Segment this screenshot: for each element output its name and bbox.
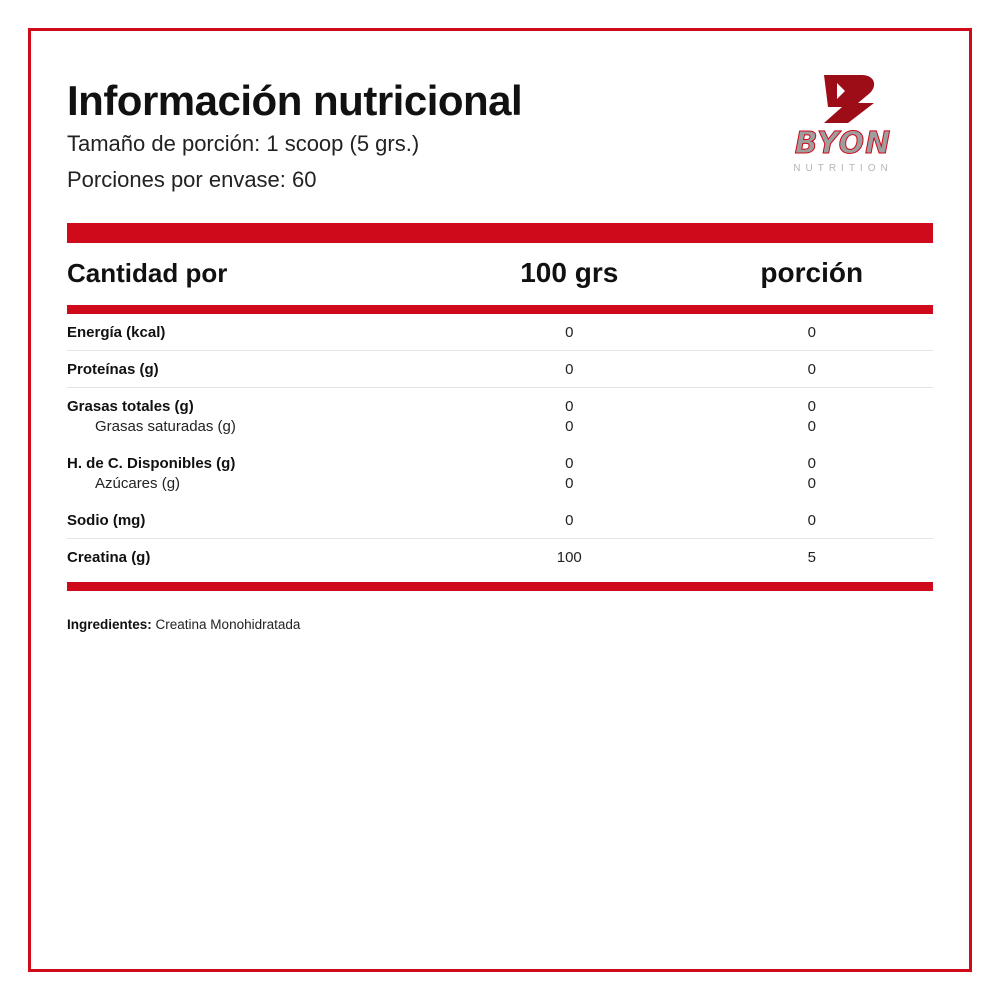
nutrient-per-100: 100 xyxy=(556,549,582,566)
brand-logo xyxy=(753,73,933,183)
column-header-name: Cantidad por xyxy=(67,258,228,288)
nutrient-per-serving: 5 xyxy=(807,549,816,566)
nutrient-per-serving: 0 xyxy=(807,398,816,415)
label-content xyxy=(67,61,933,632)
nutrient-per-100: 0 xyxy=(448,502,690,539)
header-accent-bar xyxy=(67,305,933,314)
ingredients-value: Creatina Monohidratada xyxy=(155,617,301,632)
table-row xyxy=(67,417,933,445)
table-row xyxy=(67,502,933,539)
bottom-accent-bar xyxy=(67,582,933,591)
serving-size-text: Tamaño de porción: 1 scoop (5 grs.) xyxy=(67,131,420,157)
nutrient-name: Proteínas (g) xyxy=(67,351,448,388)
brand-b-icon xyxy=(804,73,882,125)
table-row xyxy=(67,388,933,418)
brand-name: BYON xyxy=(794,126,892,161)
page-title: Información nutricional xyxy=(67,77,523,124)
label-header xyxy=(67,61,933,201)
nutrient-name: Grasas totales (g) xyxy=(67,398,194,415)
table-row xyxy=(67,539,933,569)
nutrient-per-serving: 0 xyxy=(807,418,816,435)
table-row xyxy=(67,351,933,388)
nutrition-values-table xyxy=(67,314,933,568)
nutrient-name: Creatina (g) xyxy=(67,549,151,566)
nutrition-label-frame xyxy=(28,28,972,972)
table-row xyxy=(67,474,933,502)
nutrient-per-serving: 0 xyxy=(691,314,934,351)
nutrient-per-100: 0 xyxy=(565,455,574,472)
nutrient-name: Azúcares (g) xyxy=(95,475,181,492)
servings-per-container-text: Porciones por envase: 60 xyxy=(67,166,317,192)
table-header-row xyxy=(67,243,933,305)
nutrient-per-100: 0 xyxy=(448,351,690,388)
nutrition-table xyxy=(67,243,933,305)
table-row xyxy=(67,314,933,351)
nutrient-per-100: 0 xyxy=(565,475,574,492)
nutrient-per-100: 0 xyxy=(565,398,574,415)
column-header-per-serving: porción xyxy=(760,257,864,288)
ingredients-line xyxy=(67,617,933,632)
nutrient-name: Sodio (mg) xyxy=(67,502,448,539)
nutrient-name: H. de C. Disponibles (g) xyxy=(67,455,236,472)
nutrient-name: Grasas saturadas (g) xyxy=(95,418,236,435)
nutrient-per-serving: 0 xyxy=(807,455,816,472)
nutrient-per-serving: 0 xyxy=(807,475,816,492)
nutrient-name: Energía (kcal) xyxy=(67,314,448,351)
column-header-per-100: 100 grs xyxy=(520,257,619,288)
nutrient-per-serving: 0 xyxy=(691,502,934,539)
top-accent-bar xyxy=(67,223,933,243)
ingredients-label: Ingredientes: xyxy=(67,617,152,632)
table-row xyxy=(67,445,933,474)
nutrient-per-100: 0 xyxy=(565,418,574,435)
nutrient-per-100: 0 xyxy=(448,314,690,351)
nutrient-per-serving: 0 xyxy=(691,351,934,388)
brand-tagline: NUTRITION xyxy=(793,163,893,174)
